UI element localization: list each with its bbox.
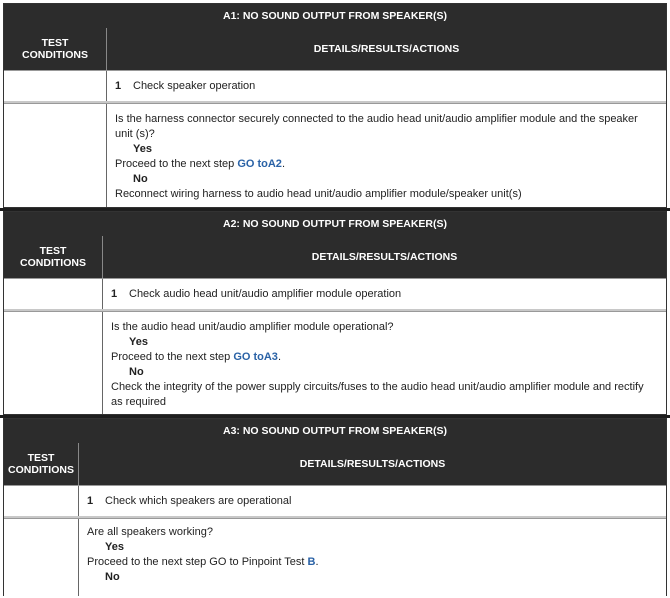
table-header: [4, 28, 666, 70]
go-to-pinpoint-b-link[interactable]: B: [307, 556, 316, 568]
step-number: 1: [87, 495, 94, 507]
step-number: 1: [111, 288, 118, 300]
step-number: 1: [115, 80, 122, 92]
step-text: Check audio head unit/audio amplifier module operation: [129, 288, 402, 300]
question-text: Is the audio head unit/audio amplifier module operational?: [111, 321, 394, 333]
yes-action: Proceed to the next step: [115, 158, 238, 170]
question-text: Is the harness connector securely connected to the audio head unit/audio amplifier module and the speaker unit (s)?: [115, 113, 638, 140]
result-row: Is the audio head unit/audio amplifier module operational? Yes Proceed to the next step GO toA3. No Check the integrity of the power supply circuits/fuses to the audio head unit/audio amplifier module and rectify as required: [4, 311, 666, 414]
header-details: DETAILS/RESULTS/ACTIONS: [311, 251, 458, 263]
table-header: [4, 236, 666, 278]
table-header: [4, 443, 666, 485]
test-table-a2: [3, 211, 667, 415]
test-table-a1: [3, 3, 667, 208]
test-table-a3: [3, 418, 667, 596]
header-test-conditions: TEST CONDITIONS: [22, 37, 88, 61]
step-text: Check which speakers are operational: [105, 495, 292, 507]
no-action: Check the integrity of the power supply circuits/fuses to the audio head unit/audio amplifier module and rectify as required: [111, 381, 644, 408]
go-to-a2-link[interactable]: GO toA2: [237, 158, 282, 170]
table-title: A1: NO SOUND OUTPUT FROM SPEAKER(S): [4, 4, 666, 28]
question-text: Are all speakers working?: [87, 526, 213, 538]
go-to-a3-link[interactable]: GO toA3: [233, 351, 278, 363]
header-test-conditions: TEST CONDITIONS: [8, 452, 74, 476]
header-details: DETAILS/RESULTS/ACTIONS: [313, 43, 460, 55]
yes-action: Proceed to the next step: [111, 351, 234, 363]
no-label: No: [105, 571, 120, 583]
step-text: Check speaker operation: [133, 80, 256, 92]
step-row: [4, 485, 666, 517]
step-row: [4, 70, 666, 102]
yes-label: Yes: [105, 541, 124, 553]
result-row: Is the harness connector securely connected to the audio head unit/audio amplifier module and the speaker unit (s)? Yes Proceed to the next step GO toA2. No Reconnect wiring harness to audio head unit/audio amplifier module/speaker unit(s): [4, 103, 666, 207]
no-action: Reconnect wiring harness to audio head unit/audio amplifier module/speaker unit(s): [115, 188, 522, 200]
yes-label: Yes: [133, 143, 152, 155]
no-label: No: [129, 366, 144, 378]
step-row: [4, 278, 666, 310]
no-label: No: [133, 173, 148, 185]
table-title: A3: NO SOUND OUTPUT FROM SPEAKER(S): [4, 419, 666, 443]
yes-action: Proceed to the next step GO to Pinpoint Test: [87, 556, 308, 568]
table-title: A2: NO SOUND OUTPUT FROM SPEAKER(S): [4, 212, 666, 236]
header-details: DETAILS/RESULTS/ACTIONS: [299, 458, 446, 470]
result-row: Are all speakers working? Yes Proceed to the next step GO to Pinpoint Test B. No: [4, 518, 666, 596]
header-test-conditions: TEST CONDITIONS: [20, 245, 86, 269]
yes-label: Yes: [129, 336, 148, 348]
